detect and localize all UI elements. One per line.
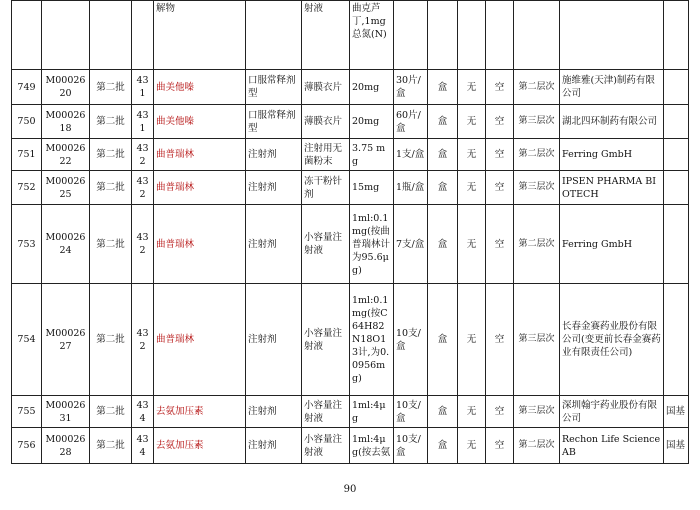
row-number-cell: 754	[12, 284, 42, 396]
flag-1-cell: 无	[458, 105, 486, 139]
flag-2-cell: 空	[486, 428, 514, 464]
flag-1-cell: 无	[458, 396, 486, 428]
specification-cell: 3.75 mg	[350, 139, 394, 171]
formulation-cell: 薄膜衣片	[302, 70, 350, 105]
formulation-cell: 小容量注射液	[302, 205, 350, 284]
manufacturer-cell: 施维雅(天津)制药有限公司	[560, 70, 664, 105]
table-row	[12, 205, 689, 284]
quality-level-cell: 第二层次	[514, 428, 560, 464]
dosage-form-cell: 注射剂	[246, 171, 302, 205]
specification-cell: 1ml:0.1mg(按C64H82N18O13计,为0.0956mg)	[350, 284, 394, 396]
row-number-cell: 749	[12, 70, 42, 105]
unit-cell: 盒	[428, 396, 458, 428]
manufacturer-cell: 长春金赛药业股份有限公司(变更前长春金赛药业有限责任公司)	[560, 284, 664, 396]
drug-code-cell: M0002624	[42, 205, 90, 284]
packaging-cell: 10支/盒	[394, 396, 428, 428]
formulation-cell: 小容量注射液	[302, 428, 350, 464]
flag-2-cell: 空	[486, 105, 514, 139]
note-cell	[664, 284, 689, 396]
specification-cell: 15mg	[350, 171, 394, 205]
dosage-form-cell: 注射剂	[246, 139, 302, 171]
group-number-cell: 434	[132, 396, 154, 428]
row-number-cell: 750	[12, 105, 42, 139]
flag-1-cell: 无	[458, 70, 486, 105]
group-number-cell: 432	[132, 171, 154, 205]
batch-cell: 第二批	[90, 171, 132, 205]
manufacturer-cell: 深圳翰宇药业股份有限公司	[560, 396, 664, 428]
batch-cell: 第二批	[90, 428, 132, 464]
unit-cell: 盒	[428, 139, 458, 171]
manufacturer-cell: 湖北四环制药有限公司	[560, 105, 664, 139]
drug-code-cell: M0002627	[42, 284, 90, 396]
group-number-cell: 434	[132, 428, 154, 464]
packaging-cell: 10支/盒	[394, 284, 428, 396]
row-number-cell: 755	[12, 396, 42, 428]
drug-code-cell: M0002628	[42, 428, 90, 464]
drug-table	[11, 0, 689, 464]
note-cell	[664, 105, 689, 139]
dosage-form-cell: 口服常释剂型	[246, 70, 302, 105]
row-number-cell: 752	[12, 171, 42, 205]
drug-name-cell: 曲美他嗪	[154, 105, 246, 139]
note-cell: 国基	[664, 396, 689, 428]
table-row	[12, 396, 689, 428]
group-number-cell: 431	[132, 105, 154, 139]
specification-cell: 20mg	[350, 70, 394, 105]
drug-name-cell: 曲普瑞林	[154, 171, 246, 205]
flag-1-cell: 无	[458, 205, 486, 284]
quality-level-cell: 第二层次	[514, 139, 560, 171]
flag-2-cell: 空	[486, 70, 514, 105]
drug-name-cell: 曲普瑞林	[154, 139, 246, 171]
note-cell	[664, 139, 689, 171]
drug-code-cell: M0002631	[42, 396, 90, 428]
drug-code-cell: M0002618	[42, 105, 90, 139]
flag-1-cell: 无	[458, 428, 486, 464]
manufacturer-cell: IPSEN PHARMA BIOTECH	[560, 171, 664, 205]
formulation-cell: 冻干粉针剂	[302, 171, 350, 205]
batch-cell: 第二批	[90, 284, 132, 396]
table-row	[12, 171, 689, 205]
drug-name-cell: 去氨加压素	[154, 428, 246, 464]
batch-cell: 第二批	[90, 396, 132, 428]
flag-1-cell: 无	[458, 284, 486, 396]
formulation-cell: 小容量注射液	[302, 396, 350, 428]
drug-code-cell: M0002625	[42, 171, 90, 205]
table-row	[12, 70, 689, 105]
packaging-cell: 1支/盒	[394, 139, 428, 171]
table-row	[12, 284, 689, 396]
batch-cell: 第二批	[90, 205, 132, 284]
form-cell: 射液	[302, 1, 350, 70]
dosage-form-cell: 注射剂	[246, 428, 302, 464]
quality-level-cell: 第三层次	[514, 396, 560, 428]
unit-cell: 盒	[428, 70, 458, 105]
formulation-cell: 小容量注射液	[302, 284, 350, 396]
drug-name-cell: 曲普瑞林	[154, 205, 246, 284]
table-row	[12, 428, 689, 464]
group-number-cell: 431	[132, 70, 154, 105]
batch-cell: 第二批	[90, 70, 132, 105]
dosage-form-cell: 注射剂	[246, 396, 302, 428]
flag-2-cell: 空	[486, 171, 514, 205]
dosage-form-cell: 口服常释剂型	[246, 105, 302, 139]
specification-cell: 1ml:4μg	[350, 396, 394, 428]
manufacturer-cell: Rechon Life Science AB	[560, 428, 664, 464]
group-number-cell: 432	[132, 284, 154, 396]
specification-cell: 1ml:4μg(按去氨	[350, 428, 394, 464]
note-cell	[664, 171, 689, 205]
packaging-cell: 10支/盒	[394, 428, 428, 464]
specification-cell: 1ml:0.1mg(按曲普瑞林计为95.6μg)	[350, 205, 394, 284]
batch-cell: 第二批	[90, 139, 132, 171]
group-number-cell: 432	[132, 139, 154, 171]
flag-1-cell: 无	[458, 139, 486, 171]
unit-cell: 盒	[428, 284, 458, 396]
table-row	[12, 105, 689, 139]
spec-cell: 曲克芦丁,1mg总氮(N)	[350, 1, 394, 70]
flag-2-cell: 空	[486, 205, 514, 284]
packaging-cell: 60片/盒	[394, 105, 428, 139]
quality-level-cell: 第二层次	[514, 205, 560, 284]
flag-2-cell: 空	[486, 284, 514, 396]
formulation-cell: 薄膜衣片	[302, 105, 350, 139]
manufacturer-cell: Ferring GmbH	[560, 205, 664, 284]
row-number-cell: 753	[12, 205, 42, 284]
drug-name-cell: 曲普瑞林	[154, 284, 246, 396]
specification-cell: 20mg	[350, 105, 394, 139]
formulation-cell: 注射用无菌粉末	[302, 139, 350, 171]
unit-cell: 盒	[428, 105, 458, 139]
drug-code-cell: M0002622	[42, 139, 90, 171]
drug-code-cell: M0002620	[42, 70, 90, 105]
unit-cell: 盒	[428, 171, 458, 205]
manufacturer-cell: Ferring GmbH	[560, 139, 664, 171]
table-row	[12, 139, 689, 171]
group-number-cell: 432	[132, 205, 154, 284]
dosage-form-cell: 注射剂	[246, 205, 302, 284]
drug-name-cell: 去氨加压素	[154, 396, 246, 428]
flag-2-cell: 空	[486, 139, 514, 171]
quality-level-cell: 第二层次	[514, 70, 560, 105]
note-cell	[664, 70, 689, 105]
dosage-form-cell: 注射剂	[246, 284, 302, 396]
row-number-cell: 756	[12, 428, 42, 464]
quality-level-cell: 第三层次	[514, 171, 560, 205]
quality-level-cell: 第三层次	[514, 105, 560, 139]
row-number-cell: 751	[12, 139, 42, 171]
unit-cell: 盒	[428, 428, 458, 464]
packaging-cell: 1瓶/盒	[394, 171, 428, 205]
packaging-cell: 7支/盒	[394, 205, 428, 284]
drug-name-cell: 解物	[154, 1, 246, 70]
packaging-cell: 30片/盒	[394, 70, 428, 105]
note-cell	[664, 205, 689, 284]
unit-cell: 盒	[428, 205, 458, 284]
drug-name-cell: 曲美他嗪	[154, 70, 246, 105]
page-number: 90	[343, 484, 357, 495]
note-cell: 国基	[664, 428, 689, 464]
table-row-continued	[12, 1, 689, 70]
flag-1-cell: 无	[458, 171, 486, 205]
quality-level-cell: 第三层次	[514, 284, 560, 396]
flag-2-cell: 空	[486, 396, 514, 428]
batch-cell: 第二批	[90, 105, 132, 139]
